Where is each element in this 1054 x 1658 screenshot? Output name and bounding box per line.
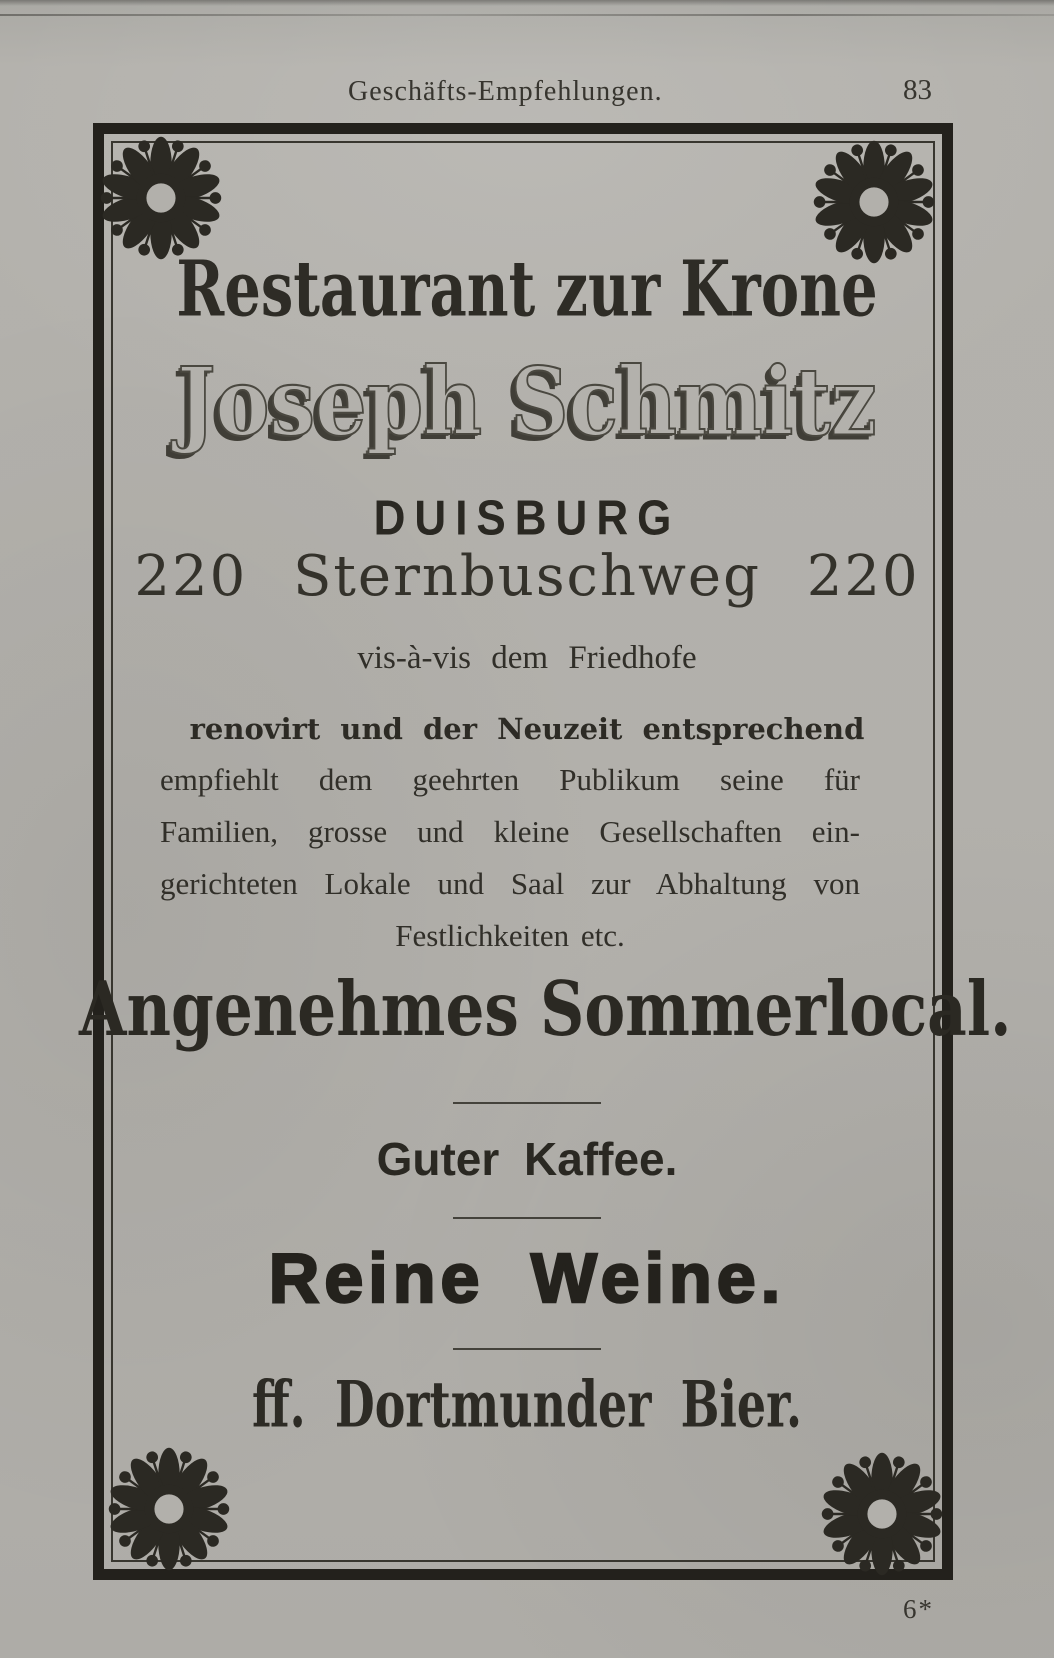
paper-crease bbox=[0, 14, 1054, 16]
body-line: Festlichkeiten etc. bbox=[395, 918, 625, 953]
flower-icon bbox=[814, 1446, 950, 1582]
scan-edge-artifact bbox=[0, 0, 1054, 6]
page-number: 83 bbox=[903, 74, 932, 106]
ad-location-note: vis-à-vis dem Friedhofe bbox=[357, 640, 697, 676]
flower-icon bbox=[101, 1441, 237, 1577]
body-line: gerichteten Lokale und Saal zur Abhaltung von bbox=[160, 866, 860, 901]
printers-signature-mark: 6* bbox=[903, 1594, 934, 1624]
ad-city: DUISBURG bbox=[373, 491, 681, 546]
body-line: empfiehlt dem geehrten Publikum seine für bbox=[160, 762, 860, 797]
divider-rule bbox=[453, 1102, 601, 1104]
ad-highlight-summerlocal: Angenehmes Sommerlocal. bbox=[79, 964, 1012, 1053]
body-line: Familien, grosse und kleine Gesellschaften ein- bbox=[160, 814, 860, 849]
ad-owner-name: Joseph Schmitz bbox=[177, 346, 877, 458]
ad-title: Restaurant zur Krone bbox=[176, 243, 878, 334]
ad-street-address: 220 Sternbuschweg 220 bbox=[134, 544, 920, 609]
ad-renovation-note: renovirt und der Neuzeit entsprechend bbox=[189, 712, 865, 746]
ad-offer-wine: Reine Weine. bbox=[268, 1239, 786, 1317]
divider-rule bbox=[453, 1217, 601, 1219]
ad-body-paragraph bbox=[160, 760, 860, 968]
running-head-title: Geschäfts-Empfehlungen. bbox=[348, 76, 663, 107]
ad-offer-beer: ff. Dortmunder Bier. bbox=[251, 1367, 803, 1442]
divider-rule bbox=[453, 1348, 601, 1350]
ad-offer-coffee: Guter Kaffee. bbox=[376, 1133, 678, 1185]
